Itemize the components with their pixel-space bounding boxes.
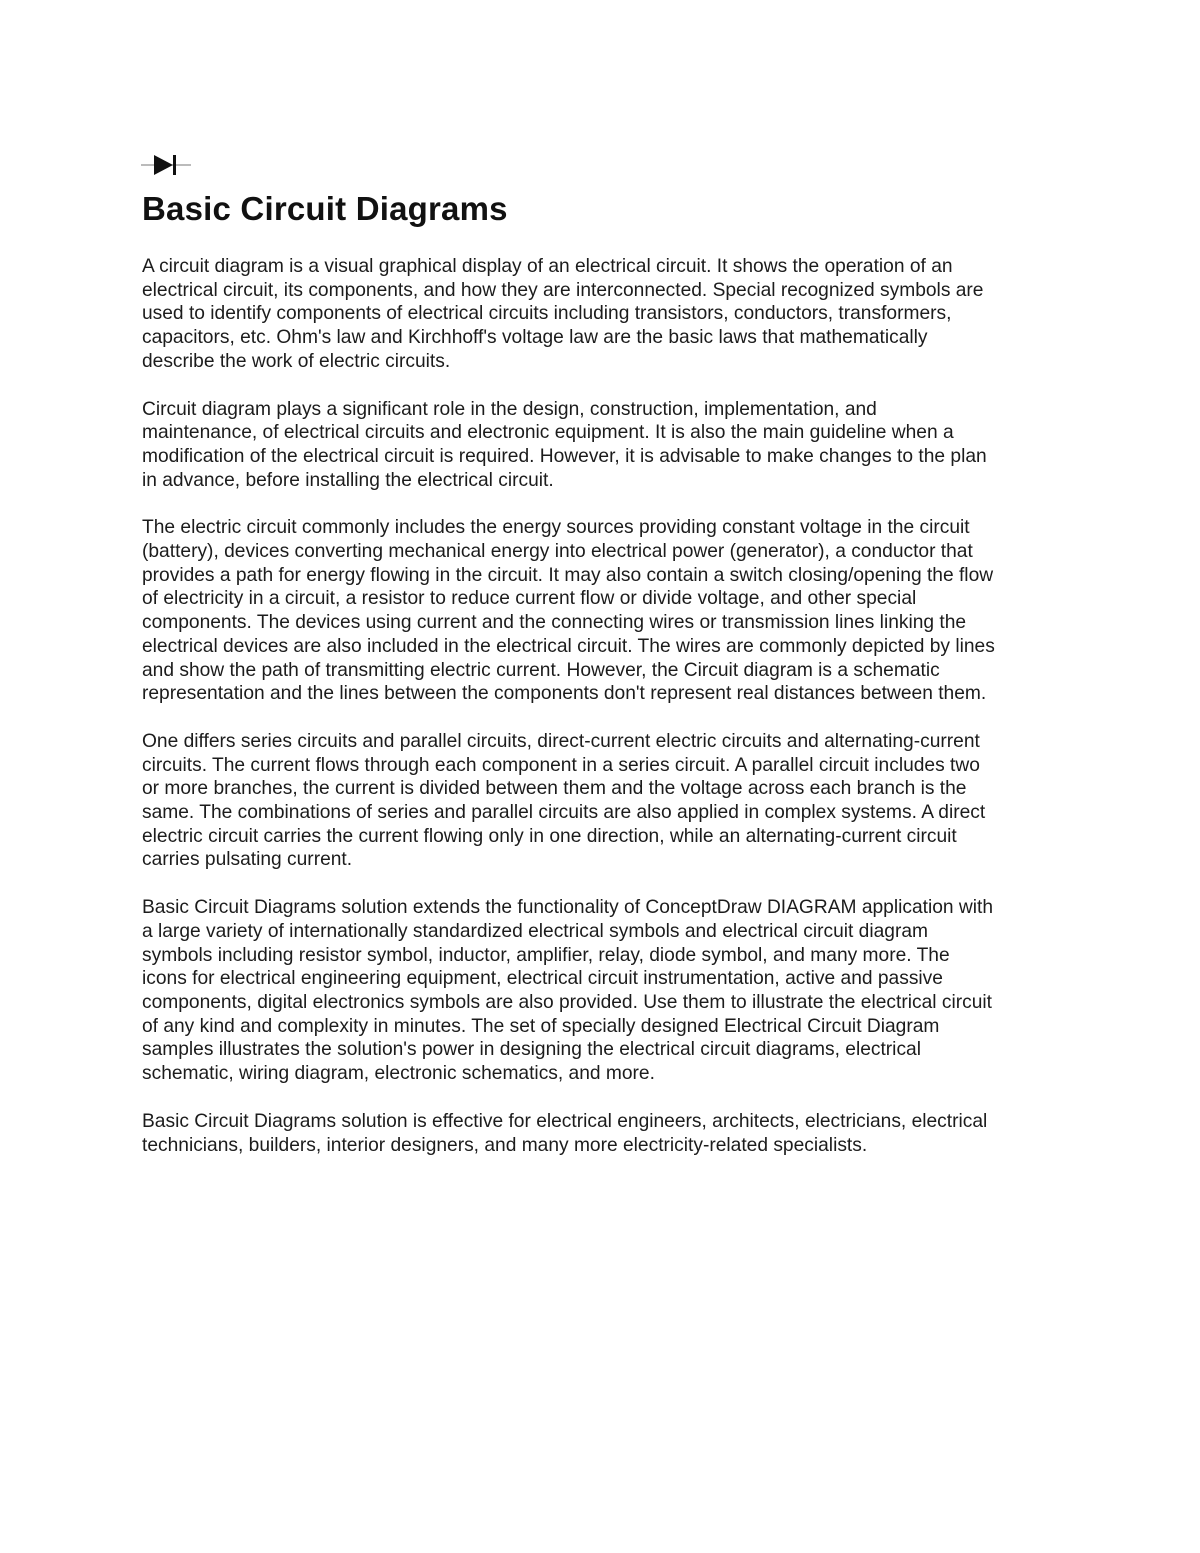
text-line: or more branches, the current is divided between them and the voltage across each branch is the <box>142 778 967 800</box>
text-line: circuits. The current flows through each component in a series circuit. A parallel circuit includes two <box>142 754 980 776</box>
page-title: Basic Circuit Diagrams <box>142 190 508 227</box>
text-line: symbols including resistor symbol, inductor, amplifier, relay, diode symbol, and many more. The <box>142 944 950 966</box>
text-line: capacitors, etc. Ohm's law and Kirchhoff's voltage law are the basic laws that mathematically <box>142 327 928 349</box>
text-line: same. The combinations of series and parallel circuits are also applied in complex systems. A direct <box>142 802 986 824</box>
text-line: provides a path for energy flowing in the circuit. It may also contain a switch closing/opening the flow <box>142 564 994 586</box>
paragraph <box>142 730 1072 872</box>
document-body <box>142 255 1072 1181</box>
paragraph <box>142 398 1072 493</box>
text-line: of electricity in a circuit, a resistor to reduce current flow or divide voltage, and other special <box>142 588 917 610</box>
text-line: representation and the lines between the components don't represent real distances between them. <box>142 683 987 705</box>
paragraph <box>142 896 1072 1086</box>
text-line: Basic Circuit Diagrams solution extends the functionality of ConceptDraw DIAGRAM application with <box>142 897 994 919</box>
text-line: of any kind and complexity in minutes. The set of specially designed Electrical Circuit Diagram <box>142 1015 940 1037</box>
text-line: electric circuit carries the current flowing only in one direction, while an alternating-current circuit <box>142 825 957 847</box>
text-line: describe the work of electric circuits. <box>142 350 451 372</box>
text-line: carries pulsating current. <box>142 849 353 871</box>
text-line: components, digital electronics symbols are also provided. Use them to illustrate the electrical circuit <box>142 991 992 1013</box>
text-line: Basic Circuit Diagrams solution is effective for electrical engineers, architects, electricians, electrical <box>142 1110 988 1132</box>
text-line: schematic, wiring diagram, electronic schematics, and more. <box>142 1063 655 1085</box>
paragraph <box>142 1110 1072 1157</box>
text-line: technicians, builders, interior designers, and many more electricity-related specialists. <box>142 1134 868 1156</box>
text-line: components. The devices using current and the connecting wires or transmission lines linking the <box>142 612 967 634</box>
text-line: The electric circuit commonly includes the energy sources providing constant voltage in the circuit <box>142 517 970 539</box>
text-line: One differs series circuits and parallel circuits, direct-current electric circuits and alternating-current <box>142 730 980 752</box>
text-line: (battery), devices converting mechanical energy into electrical power (generator), a conductor that <box>142 541 973 563</box>
text-line: electrical devices are also included in the electrical circuit. The wires are commonly depicted by lines <box>142 635 995 657</box>
text-line: A circuit diagram is a visual graphical display of an electrical circuit. It shows the operation of an <box>142 256 953 277</box>
text-line: in advance, before installing the electrical circuit. <box>142 469 554 491</box>
text-line: electrical circuit, its components, and how they are interconnected. Special recognized symbols are <box>142 279 984 301</box>
text-line: samples illustrates the solution's power in designing the electrical circuit diagrams, electrical <box>142 1039 921 1061</box>
text-line: modification of the electrical circuit is required. However, it is advisable to make changes to the plan <box>142 445 987 467</box>
paragraph <box>142 516 1072 706</box>
text-line: a large variety of internationally standardized electrical symbols and electrical circuit diagram <box>142 920 928 942</box>
text-line: used to identify components of electrical circuits including transistors, conductors, transformers, <box>142 303 952 325</box>
text-line: Circuit diagram plays a significant role in the design, construction, implementation, and <box>142 398 877 420</box>
paragraph <box>142 255 1072 374</box>
text-line: icons for electrical engineering equipment, electrical circuit instrumentation, active and passive <box>142 968 943 990</box>
text-line: and show the path of transmitting electric current. However, the Circuit diagram is a schematic <box>142 659 940 681</box>
text-line: maintenance, of electrical circuits and electronic equipment. It is also the main guideline when a <box>142 422 954 444</box>
diode-icon <box>141 153 191 177</box>
